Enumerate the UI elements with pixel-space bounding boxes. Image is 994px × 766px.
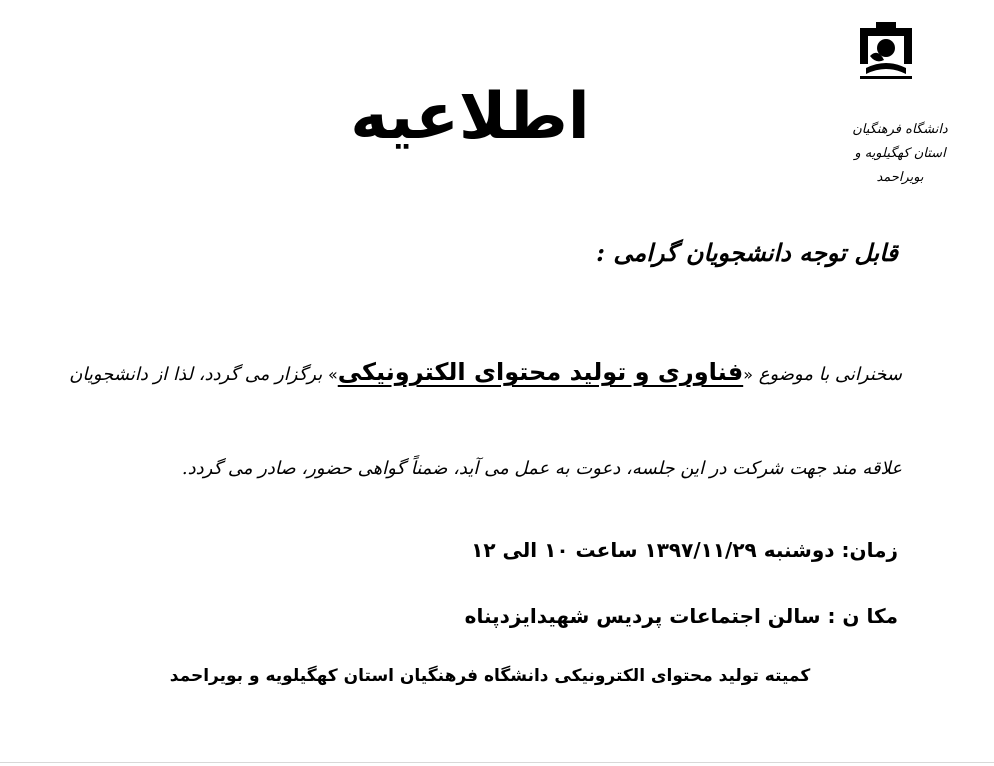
body-line-2: علاقه مند جهت شرکت در این جلسه، دعوت به عمل می آید، ضمناً گواهی حضور، صادر می گردد. bbox=[181, 458, 902, 479]
body-line-1 bbox=[69, 358, 902, 386]
university-name: دانشگاه فرهنگیان bbox=[852, 122, 948, 137]
open-quote: « bbox=[743, 365, 753, 384]
page-title: اطلاعیه bbox=[350, 80, 590, 154]
salutation: قابل توجه دانشجویان گرامی : bbox=[596, 238, 898, 267]
province-name: استان کهگیلویه و بویراحمد bbox=[854, 146, 946, 185]
place-value: سالن اجتماعات پردیس شهیدایزدپناه bbox=[464, 604, 821, 628]
university-name-block bbox=[840, 118, 960, 190]
place-label: مکا ن : bbox=[827, 604, 898, 628]
close-quote: » bbox=[327, 365, 338, 384]
body-line-1-prefix: سخنرانی با موضوع bbox=[758, 364, 902, 385]
time-value: دوشنبه ۱۳۹۷/۱۱/۲۹ ساعت ۱۰ الی ۱۲ bbox=[471, 538, 835, 562]
bottom-divider bbox=[0, 762, 994, 763]
time-label: زمان: bbox=[841, 538, 898, 562]
place-info bbox=[465, 604, 898, 628]
body-line-1-suffix: برگزار می گردد، لذا از دانشجویان bbox=[69, 364, 323, 385]
committee-signature: کمیته تولید محتوای الکترونیکی دانشگاه فرهنگیان استان کهگیلویه و بویراحمد bbox=[169, 666, 811, 686]
university-book-emblem-icon bbox=[856, 18, 916, 80]
time-info bbox=[471, 538, 898, 562]
lecture-topic: فناوری و تولید محتوای الکترونیکی bbox=[337, 358, 744, 386]
